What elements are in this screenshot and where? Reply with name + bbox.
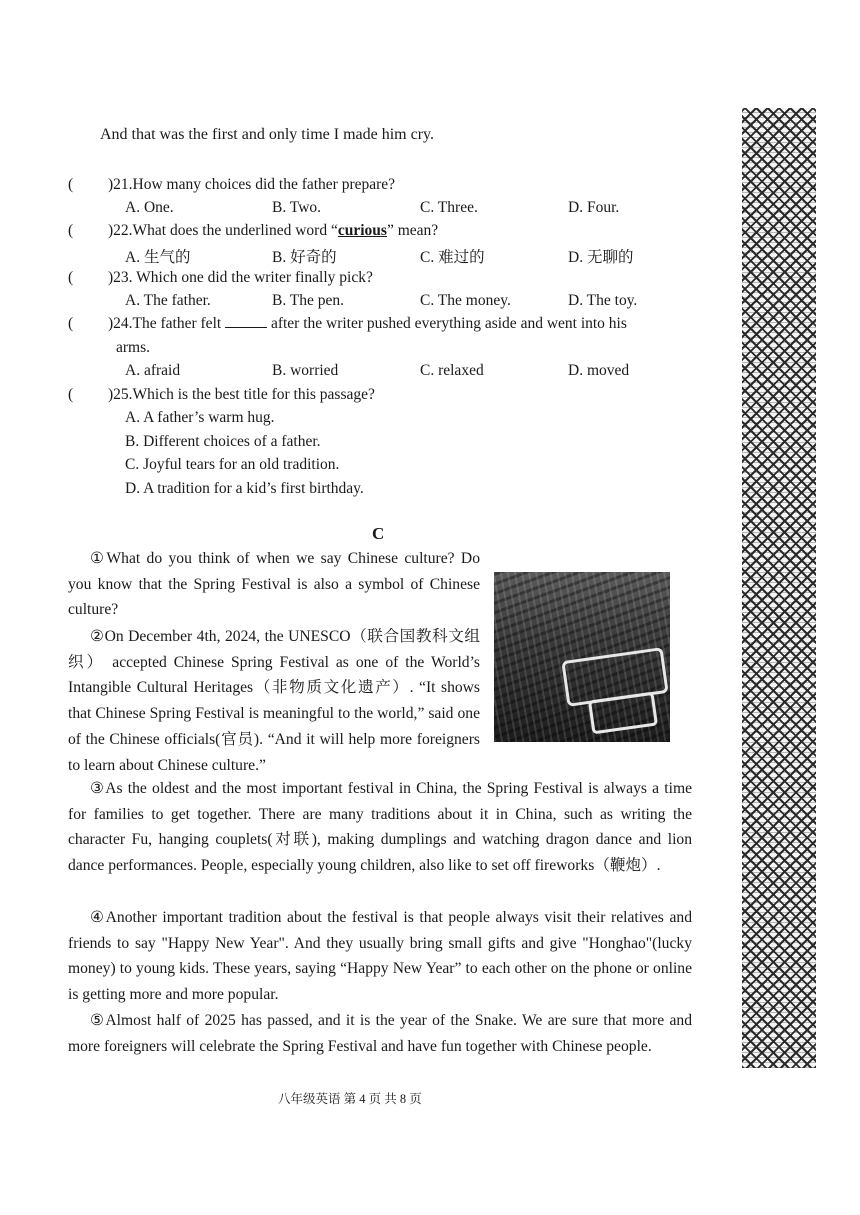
option-d: D. The toy.: [568, 292, 638, 309]
option-d: D. Four.: [568, 199, 620, 216]
option-a: A. A father’s warm hug.: [125, 409, 275, 426]
paragraph-5: ⑤Almost half of 2025 has passed, and it is the year of the Snake. We are sure that more and more foreigners will celebrate the Spring Festival and have fun together with Chinese people.: [68, 1012, 692, 1055]
binding-margin-pattern: [742, 108, 816, 1068]
paragraph-4: ④Another important tradition about the festival is that people always visit their relatives and friends to say "Happy New Year". And they usually bring small gifts and give "Honghao"(lucky money) to young kids. These years, saying “Happy New Year” to each other on the phone or online is getting more and more popular.: [68, 909, 692, 1004]
option-b: B. 好奇的: [272, 249, 337, 266]
option-a: A. 生气的: [125, 249, 191, 266]
paragraph-2: ②On December 4th, 2024, the UNESCO（联合国教科文组织） accepted Chinese Spring Festival as one of the World’s Intangible Cultural Heritages（非物质文化遗产）. “It shows that Chinese Spring Festival is meaningful to the world,” said one of the Chinese officials(官员). “And it will help more foreigners to learn about Chinese culture.”: [68, 628, 480, 774]
stem-after: after the writer pushed everything aside and went into his: [267, 315, 627, 332]
page-footer: 八年级英语 第 4 页 共 8 页: [278, 1092, 422, 1106]
answer-paren: (: [68, 386, 74, 403]
question-25-options: [125, 409, 364, 503]
answer-paren: (: [68, 222, 74, 239]
option-b: B. Different choices of a father.: [125, 432, 321, 450]
option-c: C. 难过的: [420, 249, 485, 266]
option-b: B. The pen.: [272, 292, 345, 309]
paragraph-3: ③As the oldest and the most important festival in China, the Spring Festival is always a time for families to get together. There are many traditions about it in China, such as writing the character Fu, hanging couplets(对联), making dumplings and watching dragon dance and lion dance performances. People, especially young children, also like to set off fireworks（鞭炮）.: [68, 780, 692, 875]
option-a: A. One.: [125, 199, 174, 216]
option-b: B. worried: [272, 362, 339, 379]
option-d: D. 无聊的: [568, 249, 634, 266]
option-d: D. moved: [568, 362, 630, 379]
section-title: C: [372, 524, 385, 543]
stem-after: ” mean?: [386, 222, 439, 239]
option-a: A. The father.: [125, 292, 211, 309]
option-c: C. relaxed: [420, 362, 484, 379]
answer-paren: (: [68, 269, 74, 286]
stem-before: )22.What does the underlined word “: [108, 222, 338, 239]
underlined-word: curious: [337, 222, 387, 239]
passage-closing-line: And that was the first and only time I made him cry.: [100, 126, 434, 143]
question-stem: [108, 222, 438, 240]
answer-blank: [225, 315, 267, 328]
question-stem-continuation: arms.: [116, 339, 151, 356]
question-stem: )25.Which is the best title for this passage?: [108, 386, 375, 403]
spring-festival-photo: [494, 572, 670, 742]
stem-before: )24.The father felt: [108, 315, 226, 332]
paragraph-1: ①What do you think of when we say Chinese culture? Do you know that the Spring Festival is also a symbol of Chinese culture?: [68, 550, 480, 619]
option-c: C. Three.: [420, 199, 478, 216]
option-b: B. Two.: [272, 199, 322, 216]
option-a: A. afraid: [125, 362, 181, 379]
option-c: C. Joyful tears for an old tradition.: [125, 456, 340, 473]
answer-paren: (: [68, 315, 74, 332]
answer-paren: (: [68, 176, 74, 193]
question-stem: )23. Which one did the writer finally pick?: [108, 269, 373, 286]
question-stem: [108, 315, 627, 333]
option-c: C. The money.: [420, 292, 511, 309]
question-stem: )21.How many choices did the father prepare?: [108, 176, 396, 193]
option-d: D. A tradition for a kid’s first birthday.: [125, 479, 364, 497]
